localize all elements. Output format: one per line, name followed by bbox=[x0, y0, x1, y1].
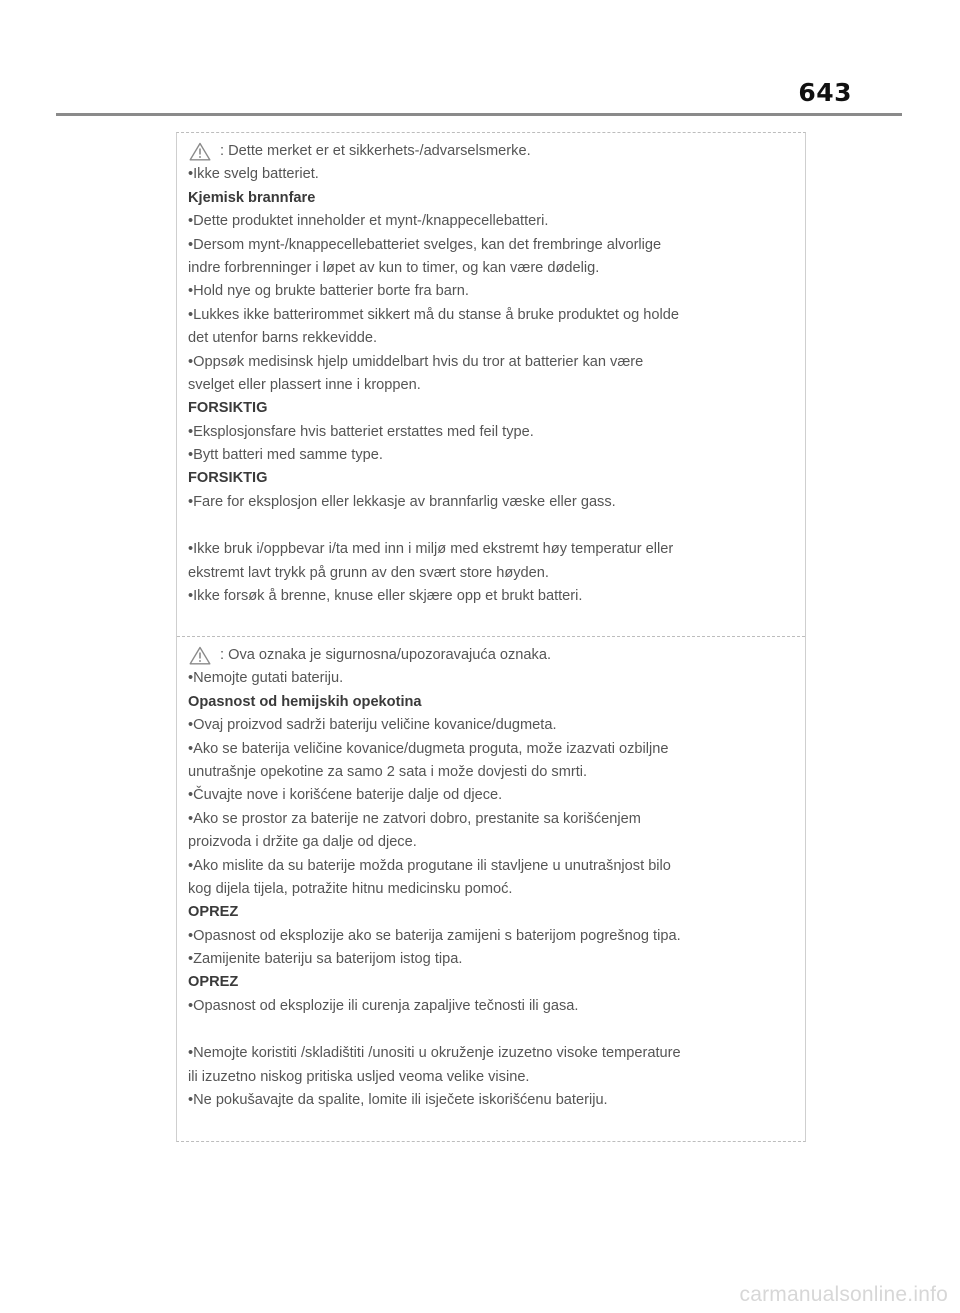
bullet-line: •Dersom mynt-/knappecellebatteriet svelges, kan det frembringe alvorlige bbox=[188, 236, 662, 253]
continuation-line: svelget eller plassert inne i kroppen. bbox=[188, 376, 421, 393]
norwegian-intro bbox=[188, 140, 795, 163]
warning-triangle-icon bbox=[189, 142, 211, 161]
bullet-line: •Bytt batteri med samme type. bbox=[188, 447, 383, 464]
bullet-line: •Lukkes ikke batterirommet sikkert må du stanse å bruke produktet og holde bbox=[188, 306, 679, 323]
bullet-line: •Ako se prostor za baterije ne zatvori dobro, prestanite sa korišćenjem bbox=[188, 810, 641, 827]
bullet-line: •Oppsøk medisinsk hjelp umiddelbart hvis du tror at batterier kan være bbox=[188, 353, 644, 370]
bullet-line: •Ikke forsøk å brenne, knuse eller skjære opp et brukt batteri. bbox=[188, 588, 583, 605]
continuation-line: ili izuzetno niskog pritiska usljed veoma velike visine. bbox=[188, 1068, 530, 1085]
caution-heading: OPREZ bbox=[188, 904, 239, 921]
page-number: 643 bbox=[798, 78, 852, 107]
bullet-line: •Opasnost od eksplozije ili curenja zapaljive tečnosti ili gasa. bbox=[188, 997, 579, 1014]
bullet-line: •Nemojte koristiti /skladištiti /unositi u okruženje izuzetno visoke temperature bbox=[188, 1045, 681, 1062]
blank-line bbox=[188, 1018, 795, 1042]
continuation-line: indre forbrenninger i løpet av kun to timer, og kan være dødelig. bbox=[188, 259, 600, 276]
site-watermark: carmanualsonline.info bbox=[739, 1283, 948, 1306]
intro-text: : Ova oznaka je sigurnosna/upozoravajuća oznaka. bbox=[220, 647, 551, 663]
intro-text: : Dette merket er et sikkerhets-/advarselsmerke. bbox=[220, 143, 531, 159]
caution-heading: OPREZ bbox=[188, 974, 239, 991]
norwegian-section bbox=[177, 133, 805, 636]
battery-warning-notice bbox=[176, 132, 806, 1142]
blank-line bbox=[188, 514, 795, 538]
bullet-line: •Nemojte gutati bateriju. bbox=[188, 670, 344, 687]
bullet-line: •Ovaj proizvod sadrži bateriju veličine kovanice/dugmeta. bbox=[188, 717, 557, 734]
continuation-line: unutrašnje opekotine za samo 2 sata i može dovjesti do smrti. bbox=[188, 763, 588, 780]
continuation-line: det utenfor barns rekkevidde. bbox=[188, 330, 378, 347]
croatian-section bbox=[177, 636, 805, 1141]
bullet-line: •Eksplosjonsfare hvis batteriet erstattes med feil type. bbox=[188, 423, 534, 440]
bullet-line: •Ikke bruk i/oppbevar i/ta med inn i miljø med ekstremt høy temperatur eller bbox=[188, 541, 674, 558]
continuation-line: proizvoda i držite ga dalje od djece. bbox=[188, 834, 417, 851]
bullet-line: •Dette produktet inneholder et mynt-/knappecellebatteri. bbox=[188, 213, 549, 230]
caution-heading: FORSIKTIG bbox=[188, 470, 268, 487]
bullet-line: •Ako mislite da su baterije možda progutane ili stavljene u unutrašnjost bilo bbox=[188, 857, 671, 874]
bullet-line: •Ako se baterija veličine kovanice/dugmeta proguta, može izazvati ozbiljne bbox=[188, 740, 669, 757]
bullet-line: •Čuvajte nove i korišćene baterije dalje od djece. bbox=[188, 787, 503, 804]
continuation-line: ekstremt lavt trykk på grunn av den svært store høyden. bbox=[188, 564, 549, 581]
bullet-line: •Ne pokušavajte da spalite, lomite ili isječete iskorišćenu bateriju. bbox=[188, 1092, 608, 1109]
section-heading: Kjemisk brannfare bbox=[188, 189, 316, 206]
caution-heading: FORSIKTIG bbox=[188, 400, 268, 417]
croatian-intro bbox=[188, 644, 795, 667]
continuation-line: kog dijela tijela, potražite hitnu medicinsku pomoć. bbox=[188, 880, 513, 897]
bullet-line: •Zamijenite bateriju sa baterijom istog tipa. bbox=[188, 951, 463, 968]
bullet-line: •Ikke svelg batteriet. bbox=[188, 166, 319, 183]
bullet-line: •Hold nye og brukte batterier borte fra barn. bbox=[188, 283, 469, 300]
header-rule bbox=[56, 113, 902, 116]
warning-triangle-icon bbox=[189, 646, 211, 665]
bullet-line: •Opasnost od eksplozije ako se baterija zamijeni s baterijom pogrešnog tipa. bbox=[188, 927, 681, 944]
bullet-line: •Fare for eksplosjon eller lekkasje av brannfarlig væske eller gass. bbox=[188, 493, 616, 510]
section-heading: Opasnost od hemijskih opekotina bbox=[188, 693, 422, 710]
